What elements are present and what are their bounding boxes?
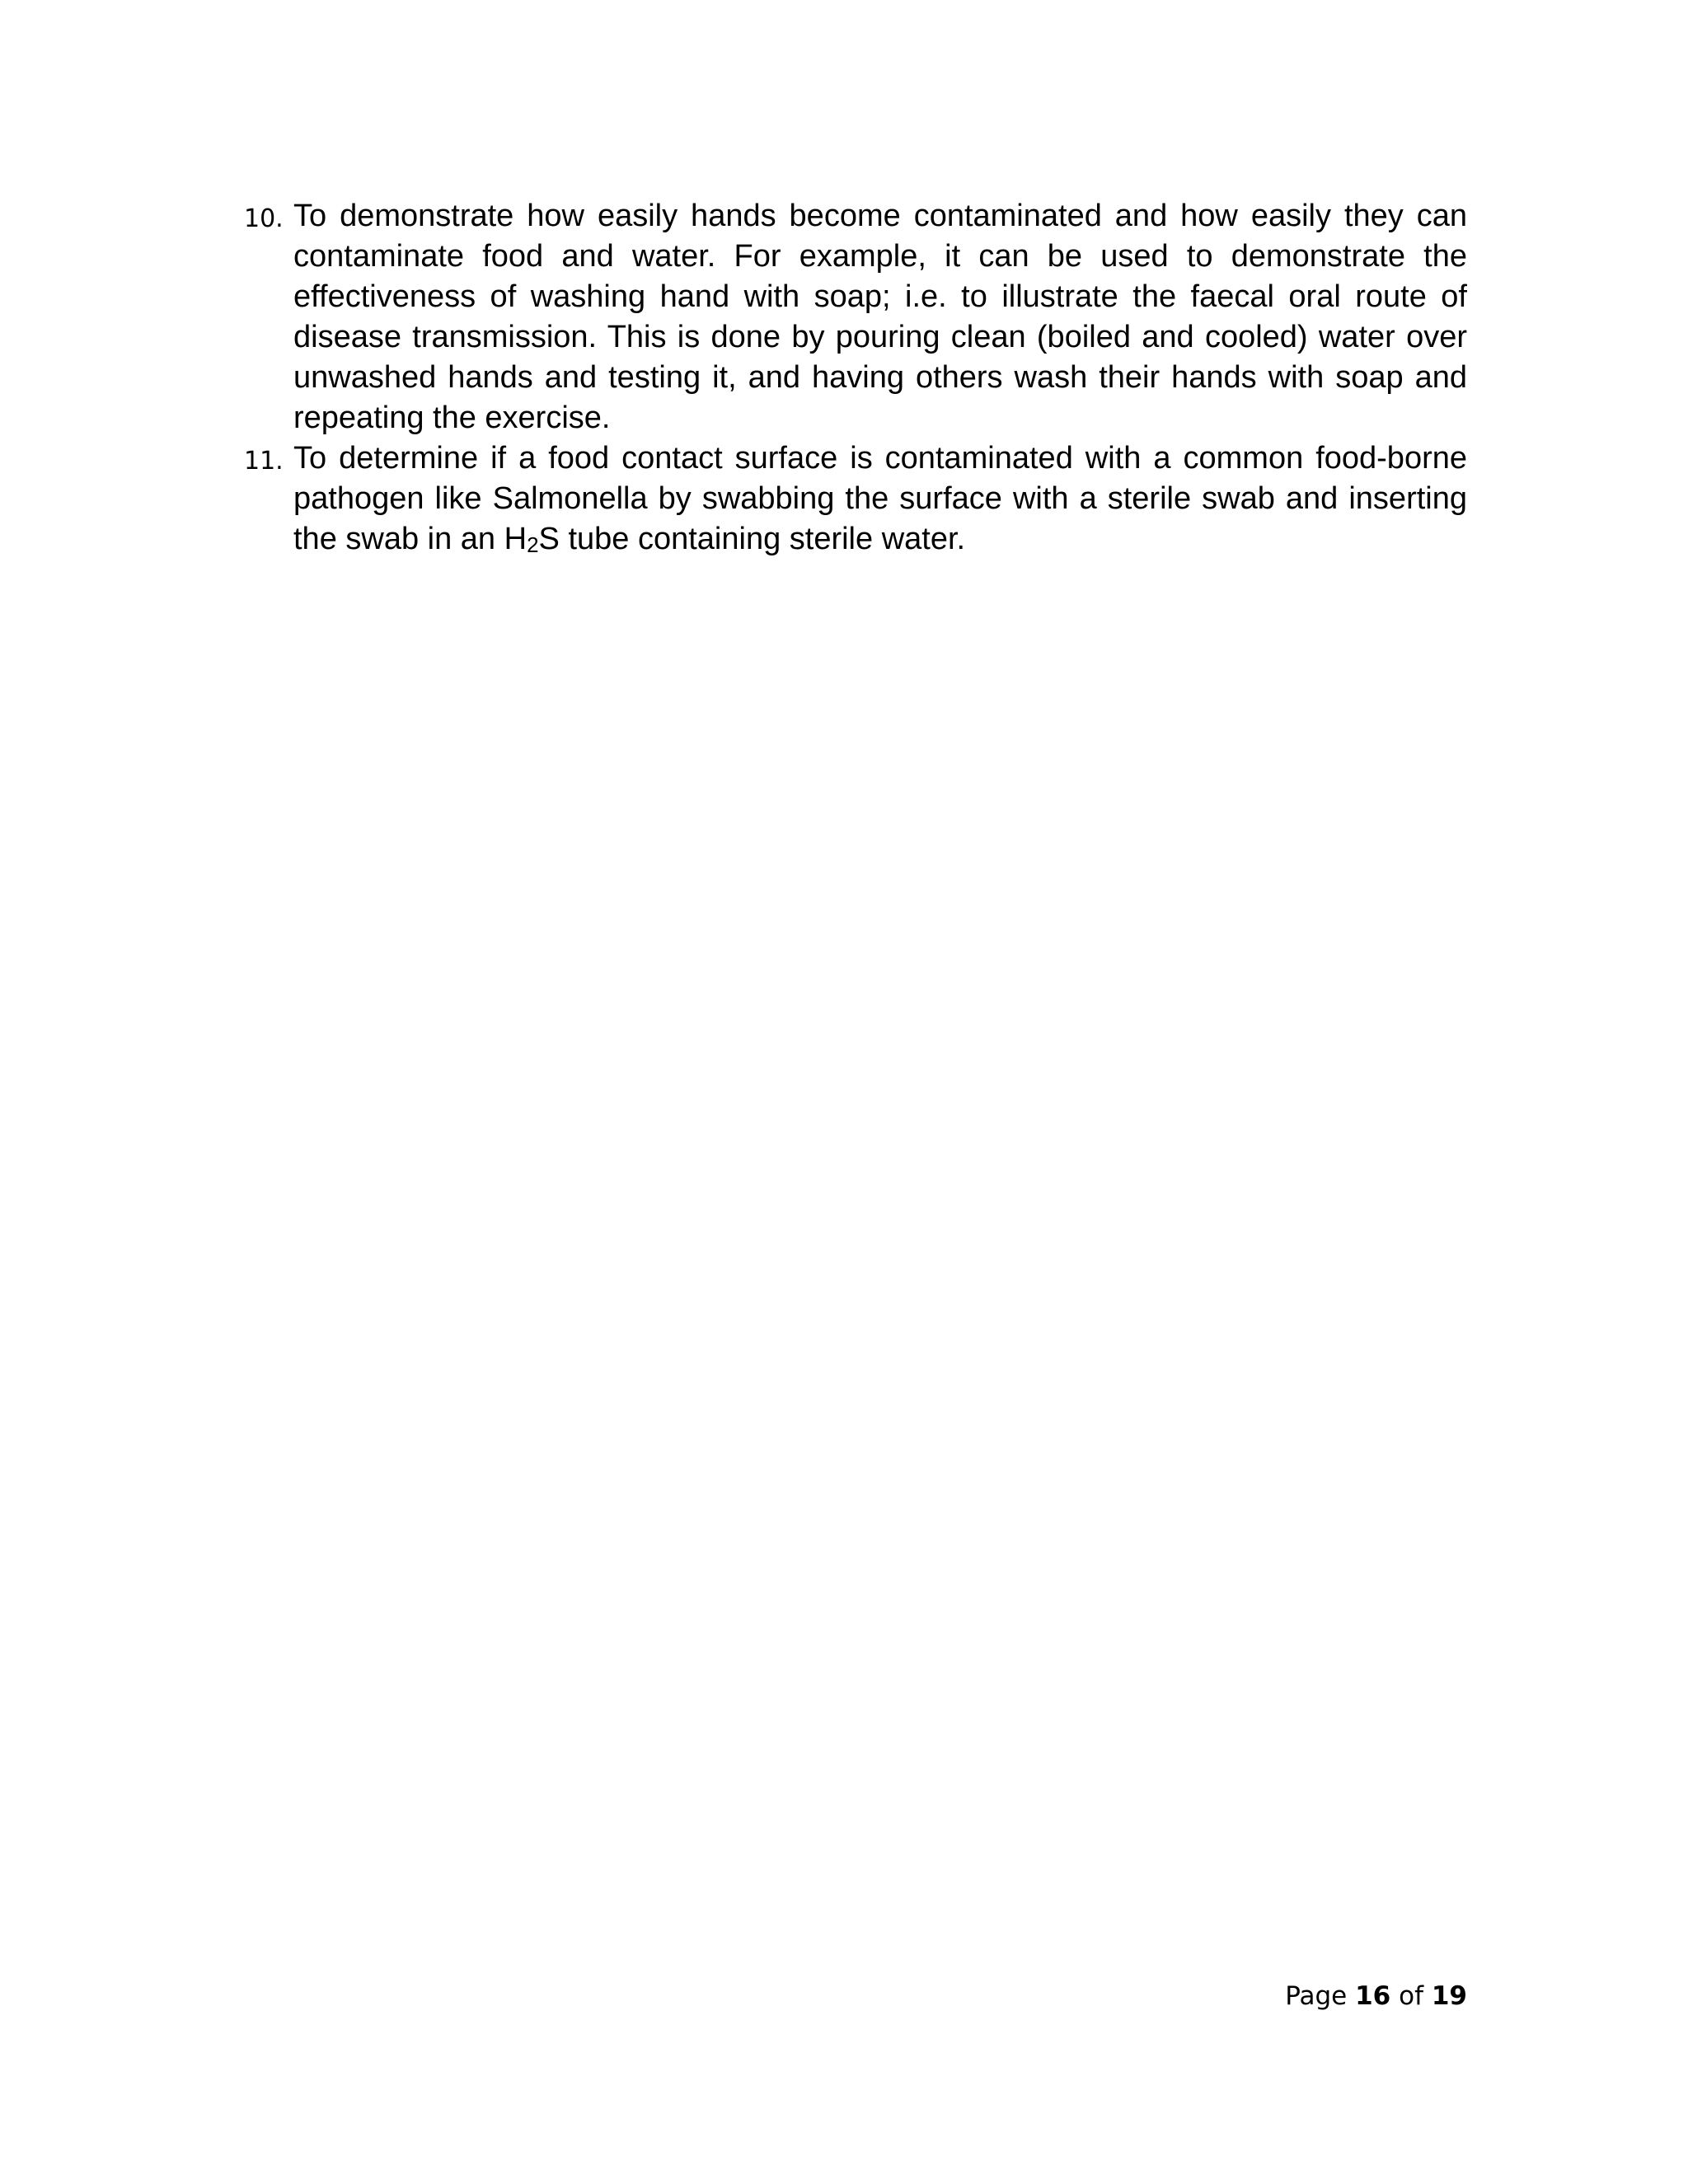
footer-total-pages: 19 xyxy=(1431,1981,1467,2011)
formula-subscript: 2 xyxy=(527,532,539,557)
list-item-number: 11. xyxy=(244,447,284,476)
page-footer xyxy=(1285,1980,1467,2013)
list-item-text: To demonstrate how easily hands become contaminated and how easily they can contaminate food and water. For example, it can be used to demonstrate the effectiveness of washing hand with soap; i.e. to illustrate the faecal oral route of disease transmission. This is done by pouring clean (boiled and cooled) water over unwashed hands and testing it, and having others wash their hands with soap and repeating the exercise. xyxy=(293,199,1467,435)
list-item-text xyxy=(293,438,1467,560)
footer-of-word: of xyxy=(1399,1981,1423,2011)
footer-page-word: Page xyxy=(1285,1981,1348,2011)
list-item-number: 10. xyxy=(244,204,284,233)
list-item-text-part: To determine if a food contact surface is contaminated with a common food-borne pathogen like Salmonella by swabbing the surface with a sterile swab and inserting the swab in an xyxy=(293,441,1467,556)
formula-element-h: H xyxy=(504,522,528,556)
footer-current-page: 16 xyxy=(1355,1981,1391,2011)
list-item-text-part: tube containing sterile water. xyxy=(559,522,966,556)
formula-element-s: S xyxy=(538,522,560,556)
chemical-formula xyxy=(504,522,560,556)
